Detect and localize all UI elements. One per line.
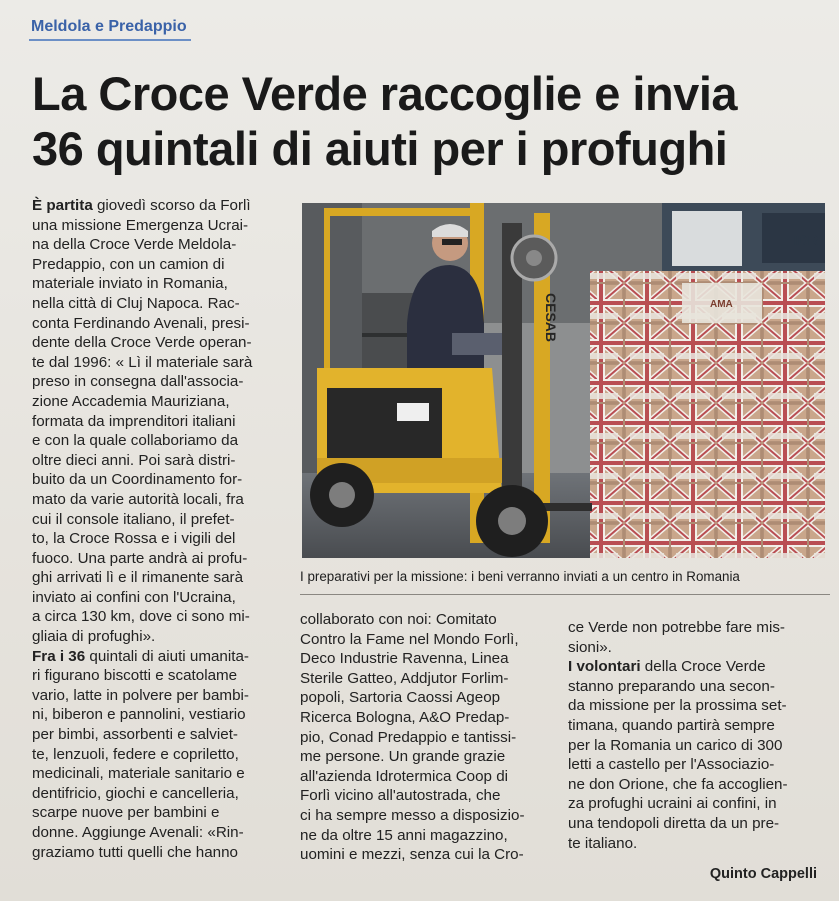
body-line: dente della Croce Verde operan- <box>32 334 252 352</box>
body-line: Ricerca Bologna, A&O Predap- <box>300 708 510 726</box>
body-line: mato da varie autorità locali, fra <box>32 490 244 508</box>
body-line: za profughi ucraini ai confini, in <box>568 795 777 813</box>
sign-text: IDR <box>794 232 819 248</box>
body-line: medicinali, materiale sanitario e <box>32 765 245 783</box>
body-line: fuoco. Una parte andrà ai profu- <box>32 549 248 567</box>
body-line: oltre dieci anni. Poi sarà distri- <box>32 451 236 469</box>
body-line: scarpe nuove per bambini e <box>32 804 220 822</box>
lead-in: Fra i 36 <box>32 647 86 665</box>
body-line: te, lenzuoli, federe e copriletto, <box>32 745 239 763</box>
body-line: ri figurano biscotti e scatolame <box>32 667 238 685</box>
section-tag: Meldola e Predappio <box>29 18 191 41</box>
body-line: ne da oltre 15 anni magazzino, <box>300 826 508 844</box>
body-line: ne don Orione, che fa accoglien- <box>568 775 788 793</box>
forklift-photo <box>302 203 825 558</box>
photo-illustration <box>302 203 825 558</box>
headline <box>32 66 832 176</box>
body-line-text: quintali di aiuti umanita- <box>85 647 249 665</box>
body-line: popoli, Sartoria Caossi Ageop <box>300 689 501 707</box>
body-line: a circa 130 km, dove ci sono mi- <box>32 608 250 626</box>
body-line: ni, biberon e pannolini, vestiario <box>32 706 246 724</box>
body-line: da missione per la prossima set- <box>568 697 787 715</box>
body-line: materiale inviato in Romania, <box>32 275 228 293</box>
body-line: donne. Aggiunge Avenali: «Rin- <box>32 824 244 841</box>
article-column-3 <box>568 618 830 853</box>
body-line: to, la Croce Rossa e i vigili del <box>32 530 236 548</box>
body-line: vario, latte in polvere per bambi- <box>32 686 249 704</box>
body-line: timana, quando partirà sempre <box>568 716 775 734</box>
body-line: ci ha sempre messo a disposizio- <box>300 806 525 824</box>
body-line: me persone. Un grande grazie <box>300 748 506 766</box>
body-line: formata da imprenditori italiani <box>32 412 236 430</box>
body-line: collaborato con noi: Comitato <box>300 611 497 628</box>
body-line: gliaia di profughi». <box>32 628 156 646</box>
body-line: na della Croce Verde Meldola- <box>32 236 237 254</box>
body-line: buito da un Coordinamento for- <box>32 471 243 489</box>
body-line: pio, Conad Predappio e tantissi- <box>300 728 517 746</box>
headline-line-2: 36 quintali di aiuti per i profughi <box>32 122 728 175</box>
body-line: sioni». <box>568 638 612 656</box>
headline-line-1: La Croce Verde raccoglie e invia <box>32 67 738 120</box>
body-line: una tendopoli diretta da un pre- <box>568 814 780 832</box>
lead-in: I volontari <box>568 658 641 676</box>
forklift-brand-text: CESAB <box>543 293 559 343</box>
body-line: te dal 1996: « Lì il materiale sarà <box>32 353 253 371</box>
body-line: stanno preparando una secon- <box>568 677 775 695</box>
body-line: all'azienda Idrotermica Coop di <box>300 767 509 785</box>
body-line: uomini e mezzi, senza cui la Cro- <box>300 846 524 864</box>
body-line: Contro la Fame nel Mondo Forlì, <box>300 630 519 648</box>
body-line: zione Accademia Mauriziana, <box>32 392 230 410</box>
body-line: letti a castello per l'Associazio- <box>568 756 775 774</box>
body-line: Forlì vicino all'autostrada, che <box>300 787 501 805</box>
body-line: Predappio, con un camion di <box>32 255 225 273</box>
body-line-text: della Croce Verde <box>640 658 766 676</box>
body-line <box>32 647 294 667</box>
body-line <box>568 657 830 677</box>
body-line: Deco Industrie Ravenna, Linea <box>300 650 509 668</box>
body-line: conta Ferdinando Avenali, presi- <box>32 314 250 332</box>
body-line: graziamo tutti quelli che hanno <box>32 843 239 861</box>
body-line: preso in consegna dall'associa- <box>32 373 244 391</box>
body-line: e con la quale collaboriamo da <box>32 432 239 450</box>
body-line: una missione Emergenza Ucrai- <box>32 216 249 234</box>
box-label-text: AMA <box>710 299 733 310</box>
body-line: Sterile Gatteo, Addjutor Forlim- <box>300 669 509 687</box>
body-line: ghi arrivati lì e il rimanente sarà <box>32 569 244 587</box>
article-column-2 <box>300 610 562 865</box>
body-line: cui il console italiano, il prefet- <box>32 510 235 528</box>
byline: Quinto Cappelli <box>709 866 817 882</box>
article-column-1 <box>32 196 294 862</box>
body-line: dentifricio, giochi e cancelleria, <box>32 784 239 802</box>
body-line: inviato ai confini con l'Ucraina, <box>32 588 236 606</box>
body-line: per bimbi, assorbenti e salviet- <box>32 726 238 744</box>
body-line: ce Verde non potrebbe fare mis- <box>568 619 785 636</box>
body-line: nella città di Cluj Napoca. Rac- <box>32 294 240 312</box>
body-line <box>32 196 294 216</box>
body-line-text: giovedì scorso da Forlì <box>92 197 251 214</box>
photo-caption: I preparativi per la missione: i beni verranno inviati a un centro in Romania <box>300 569 740 584</box>
body-line: per la Romania un carico di 300 <box>568 736 783 754</box>
lead-in: È partita <box>32 197 93 214</box>
caption-divider <box>300 594 830 595</box>
body-line: te italiano. <box>568 834 638 852</box>
